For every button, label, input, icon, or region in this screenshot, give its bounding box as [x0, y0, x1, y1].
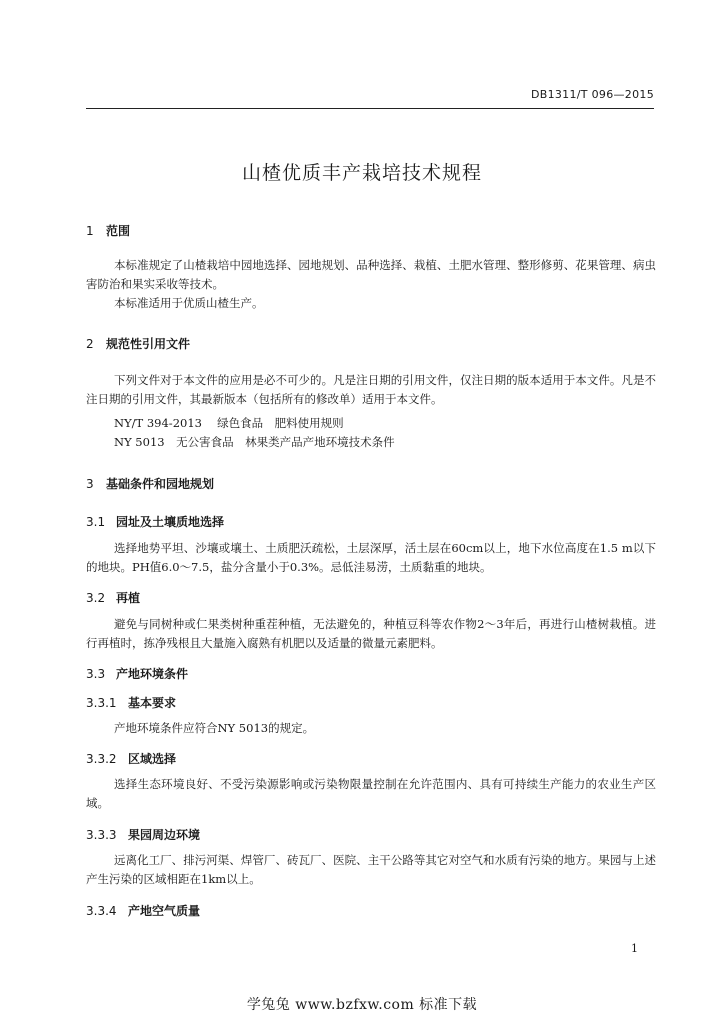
section-3-heading — [86, 475, 214, 492]
section-title: 果园周边环境 — [128, 828, 201, 842]
section-3-1-paragraph: 选择地势平坦、沙壤或壤土、土质肥沃疏松，土层深厚，活土层在60cm以上，地下水位高度在1.5 m以下的地块。PH值6.0～7.5，盐分含量小于0.3%。忌低洼易涝，土质黏重的地块。 — [86, 541, 656, 574]
section-title: 范围 — [106, 224, 131, 238]
section-3-1-heading — [86, 513, 224, 530]
section-2-paragraph-1: 下列文件对于本文件的应用是必不可少的。凡是注日期的引用文件，仅注日期的版本适用于本文件。凡是不注日期的引用文件，其最新版本（包括所有的修改单）适用于本文件。 — [86, 373, 656, 406]
section-3-3-3-paragraph: 远离化工厂、排污河渠、焊管厂、砖瓦厂、医院、主干公路等其它对空气和水质有污染的地方。果园与上述产生污染的区域相距在1km以上。 — [86, 853, 656, 886]
section-number: 3 — [86, 477, 94, 491]
section-title: 规范性引用文件 — [106, 337, 191, 351]
section-3-3-2-paragraph: 选择生态环境良好、不受污染源影响或污染物限量控制在允许范围内、具有可持续生产能力的农业生产区域。 — [86, 777, 656, 810]
section-1-heading — [86, 222, 130, 239]
section-number: 1 — [86, 224, 94, 238]
section-number: 3.3 — [86, 667, 106, 681]
header-rule — [86, 108, 654, 109]
section-number: 3.1 — [86, 515, 106, 529]
section-3-2-heading — [86, 589, 140, 606]
section-3-3-4-heading — [86, 902, 200, 919]
section-title: 产地环境条件 — [116, 667, 189, 681]
section-title: 基本要求 — [128, 696, 177, 710]
section-title: 产地空气质量 — [128, 904, 201, 918]
section-3-3-1-heading — [86, 694, 176, 711]
section-title: 再植 — [116, 591, 141, 605]
page-number: 1 — [631, 942, 638, 955]
section-number: 3.3.2 — [86, 752, 117, 766]
section-number: 3.3.3 — [86, 828, 117, 842]
section-title: 区域选择 — [128, 752, 177, 766]
document-title: 山楂优质丰产栽培技术规程 — [241, 162, 482, 184]
section-number: 3.3.1 — [86, 696, 117, 710]
section-3-3-heading — [86, 665, 188, 682]
section-2-heading — [86, 335, 190, 352]
section-number: 3.2 — [86, 591, 106, 605]
section-title: 园址及土壤质地选择 — [116, 515, 225, 529]
section-3-2-paragraph: 避免与同树种或仁果类树种重茬种植，无法避免的，种植豆科等农作物2～3年后，再进行山楂树栽植。进行再植时，拣净残根且大量施入腐熟有机肥以及适量的微量元素肥料。 — [86, 617, 656, 650]
standard-code: DB1311/T 096—2015 — [530, 88, 654, 101]
download-watermark: 学兔兔 www.bzfxw.com 标准下载 — [246, 997, 478, 1013]
reference-item: NY/T 394-2013 绿色食品 肥料使用规则 — [114, 416, 344, 430]
section-1-paragraph-1: 本标准规定了山楂栽培中园地选择、园地规划、品种选择、栽植、土肥水管理、整形修剪、花果管理、病虫害防治和果实采收等技术。 — [86, 258, 656, 291]
section-title: 基础条件和园地规划 — [106, 477, 215, 491]
section-number: 3.3.4 — [86, 904, 117, 918]
reference-item: NY 5013 无公害食品 林果类产品产地环境技术条件 — [114, 435, 395, 449]
section-3-3-3-heading — [86, 826, 200, 843]
section-number: 2 — [86, 337, 94, 351]
section-3-3-1-paragraph: 产地环境条件应符合NY 5013的规定。 — [114, 721, 315, 735]
section-3-3-2-heading — [86, 750, 176, 767]
section-1-paragraph-2: 本标准适用于优质山楂生产。 — [114, 296, 264, 310]
